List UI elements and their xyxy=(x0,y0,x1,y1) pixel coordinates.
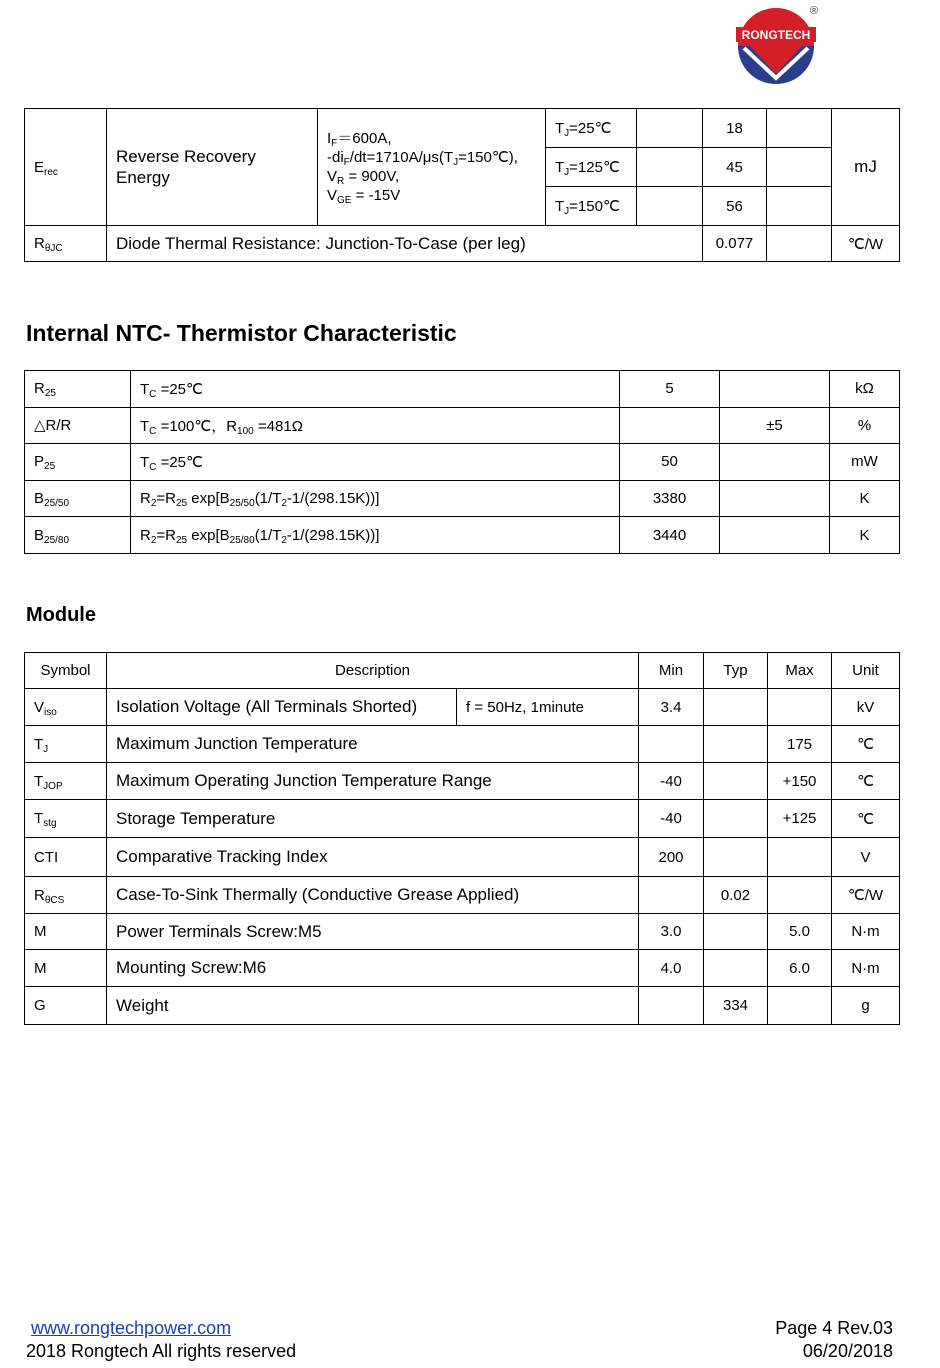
ntc-typ: 5 xyxy=(620,371,720,408)
module-symbol: $T_{JOP}$ xyxy=(25,763,107,800)
rthjc-description: Diode Thermal Resistance: Junction-To-Case (per leg) xyxy=(107,226,703,262)
module-description: Comparative Tracking Index xyxy=(107,838,639,877)
module-symbol: $T_{stg}$ xyxy=(25,800,107,838)
rthjc-typ: 0.077 xyxy=(703,226,767,262)
module-unit: N·m xyxy=(832,914,900,950)
ntc-max xyxy=(720,517,830,554)
erec-description: Reverse Recovery Energy xyxy=(107,109,318,226)
module-row xyxy=(25,763,900,800)
module-max: 175 xyxy=(768,726,832,763)
module-description: Maximum Junction Temperature xyxy=(107,726,639,763)
ntc-unit: kΩ xyxy=(830,371,900,408)
module-row xyxy=(25,877,900,914)
module-symbol: $T_J$ xyxy=(25,726,107,763)
erec-unit: mJ xyxy=(832,109,900,226)
module-max: +150 xyxy=(768,763,832,800)
module-symbol: CTI xyxy=(25,838,107,877)
page-rev: Page 4 Rev.03 xyxy=(775,1318,893,1338)
ntc-max xyxy=(720,371,830,408)
rthjc-symbol: $R_{\theta JC}$ xyxy=(25,226,107,262)
module-typ: 0.02 xyxy=(704,877,768,914)
module-unit: ℃/W xyxy=(832,877,900,914)
module-unit: ℃ xyxy=(832,763,900,800)
header-description: Description xyxy=(107,653,639,689)
header-symbol: Symbol xyxy=(25,653,107,689)
module-min xyxy=(639,877,704,914)
module-typ xyxy=(704,800,768,838)
module-max xyxy=(768,877,832,914)
erec-tj-125: $T_J=125℃$ xyxy=(546,148,637,187)
module-max: 5.0 xyxy=(768,914,832,950)
footer-link-wrap xyxy=(31,1318,231,1339)
module-description: Mounting Screw:M6 xyxy=(107,950,639,987)
module-unit: g xyxy=(832,987,900,1025)
module-row xyxy=(25,987,900,1025)
module-table xyxy=(24,652,900,1025)
module-symbol: M xyxy=(25,914,107,950)
website-link[interactable]: www.rongtechpower.com xyxy=(31,1318,232,1338)
viso-symbol: $V_{iso}$ xyxy=(25,689,107,726)
erec-conditions: $I_F=600A$, $-di_F/dt=1710A/\mu s(T_J=150℃)$, $V_R = 900V$, $V_{GE} = -15V$ xyxy=(318,109,546,226)
module-row xyxy=(25,726,900,763)
ntc-symbol: $B_{25/80}$ xyxy=(25,517,131,554)
ntc-typ xyxy=(620,407,720,444)
header-min: Min xyxy=(639,653,704,689)
header-typ: Typ xyxy=(704,653,768,689)
module-symbol: G xyxy=(25,987,107,1025)
rthjc-unit: ℃/W xyxy=(832,226,900,262)
module-min: 200 xyxy=(639,838,704,877)
ntc-condition: $T_C$ =100℃，$R_{100} =481\Omega$ xyxy=(131,407,620,444)
module-description: Weight xyxy=(107,987,639,1025)
viso-condition: f = 50Hz, 1minute xyxy=(457,689,639,726)
module-row-viso xyxy=(25,689,900,726)
module-description: Case-To-Sink Thermally (Conductive Grease Applied) xyxy=(107,877,639,914)
module-typ xyxy=(704,763,768,800)
ntc-unit: K xyxy=(830,480,900,517)
module-unit: ℃ xyxy=(832,800,900,838)
ntc-typ: 3440 xyxy=(620,517,720,554)
diode-table xyxy=(24,108,900,262)
module-min: -40 xyxy=(639,763,704,800)
module-max xyxy=(768,838,832,877)
ntc-condition: $T_C$ =25℃ xyxy=(131,371,620,408)
erec-symbol: $E_{rec}$ xyxy=(25,109,107,226)
module-description: Power Terminals Screw:M5 xyxy=(107,914,639,950)
module-typ xyxy=(704,726,768,763)
ntc-table xyxy=(24,370,900,554)
module-unit: N·m xyxy=(832,950,900,987)
ntc-typ: 3380 xyxy=(620,480,720,517)
erec-typ-125: 45 xyxy=(703,148,767,187)
ntc-max xyxy=(720,480,830,517)
erec-typ-150: 56 xyxy=(703,187,767,226)
viso-min: 3.4 xyxy=(639,689,704,726)
ntc-unit: mW xyxy=(830,444,900,481)
ntc-row xyxy=(25,444,900,481)
module-typ: 334 xyxy=(704,987,768,1025)
module-symbol: $R_{\theta CS}$ xyxy=(25,877,107,914)
module-max: +125 xyxy=(768,800,832,838)
module-row xyxy=(25,950,900,987)
ntc-unit: % xyxy=(830,407,900,444)
footer-date: 06/20/2018 xyxy=(802,1341,893,1361)
viso-unit: kV xyxy=(832,689,900,726)
ntc-row xyxy=(25,480,900,517)
ntc-max xyxy=(720,444,830,481)
module-min: -40 xyxy=(639,800,704,838)
module-unit: ℃ xyxy=(832,726,900,763)
ntc-typ: 50 xyxy=(620,444,720,481)
module-min: 4.0 xyxy=(639,950,704,987)
ntc-symbol: △R/R xyxy=(25,407,131,444)
logo-text: RONGTECH xyxy=(741,28,811,42)
module-description: Maximum Operating Junction Temperature Range xyxy=(107,763,639,800)
erec-tj-25: $T_J=25℃$ xyxy=(546,109,637,148)
erec-tj-150: $T_J=150℃$ xyxy=(546,187,637,226)
registered-mark: ® xyxy=(810,5,819,17)
ntc-symbol: $P_{25}$ xyxy=(25,444,131,481)
ntc-max: ±5 xyxy=(720,407,830,444)
module-min xyxy=(639,726,704,763)
module-typ xyxy=(704,950,768,987)
module-min: 3.0 xyxy=(639,914,704,950)
ntc-condition: $R_2=R_{25}$ $\exp[B_{25/80}(1/T_2-1/(298.15K))]$ xyxy=(131,517,620,554)
ntc-row xyxy=(25,517,900,554)
module-row xyxy=(25,800,900,838)
module-row xyxy=(25,838,900,877)
ntc-unit: K xyxy=(830,517,900,554)
module-min xyxy=(639,987,704,1025)
erec-typ-25: 18 xyxy=(703,109,767,148)
copyright: 2018 Rongtech All rights reserved xyxy=(26,1341,297,1361)
module-row xyxy=(25,914,900,950)
module-max: 6.0 xyxy=(768,950,832,987)
ntc-row xyxy=(25,407,900,444)
ntc-condition: $R_2=R_{25}$ $\exp[B_{25/50}(1/T_2-1/(298.15K))]$ xyxy=(131,480,620,517)
ntc-symbol: $R_{25}$ xyxy=(25,371,131,408)
module-header-row xyxy=(25,653,900,689)
module-description: Storage Temperature xyxy=(107,800,639,838)
module-typ xyxy=(704,914,768,950)
module-unit: V xyxy=(832,838,900,877)
header-max: Max xyxy=(768,653,832,689)
module-heading: Module xyxy=(26,604,96,626)
ntc-row xyxy=(25,371,900,408)
ntc-heading: Internal NTC- Thermistor Characteristic xyxy=(26,320,457,346)
viso-description: Isolation Voltage (All Terminals Shorted) xyxy=(107,689,457,726)
module-symbol: M xyxy=(25,950,107,987)
header-unit: Unit xyxy=(832,653,900,689)
module-max xyxy=(768,987,832,1025)
ntc-condition: $T_C$ =25℃ xyxy=(131,444,620,481)
module-typ xyxy=(704,838,768,877)
ntc-symbol: $B_{25/50}$ xyxy=(25,480,131,517)
rongtech-logo xyxy=(730,0,822,92)
